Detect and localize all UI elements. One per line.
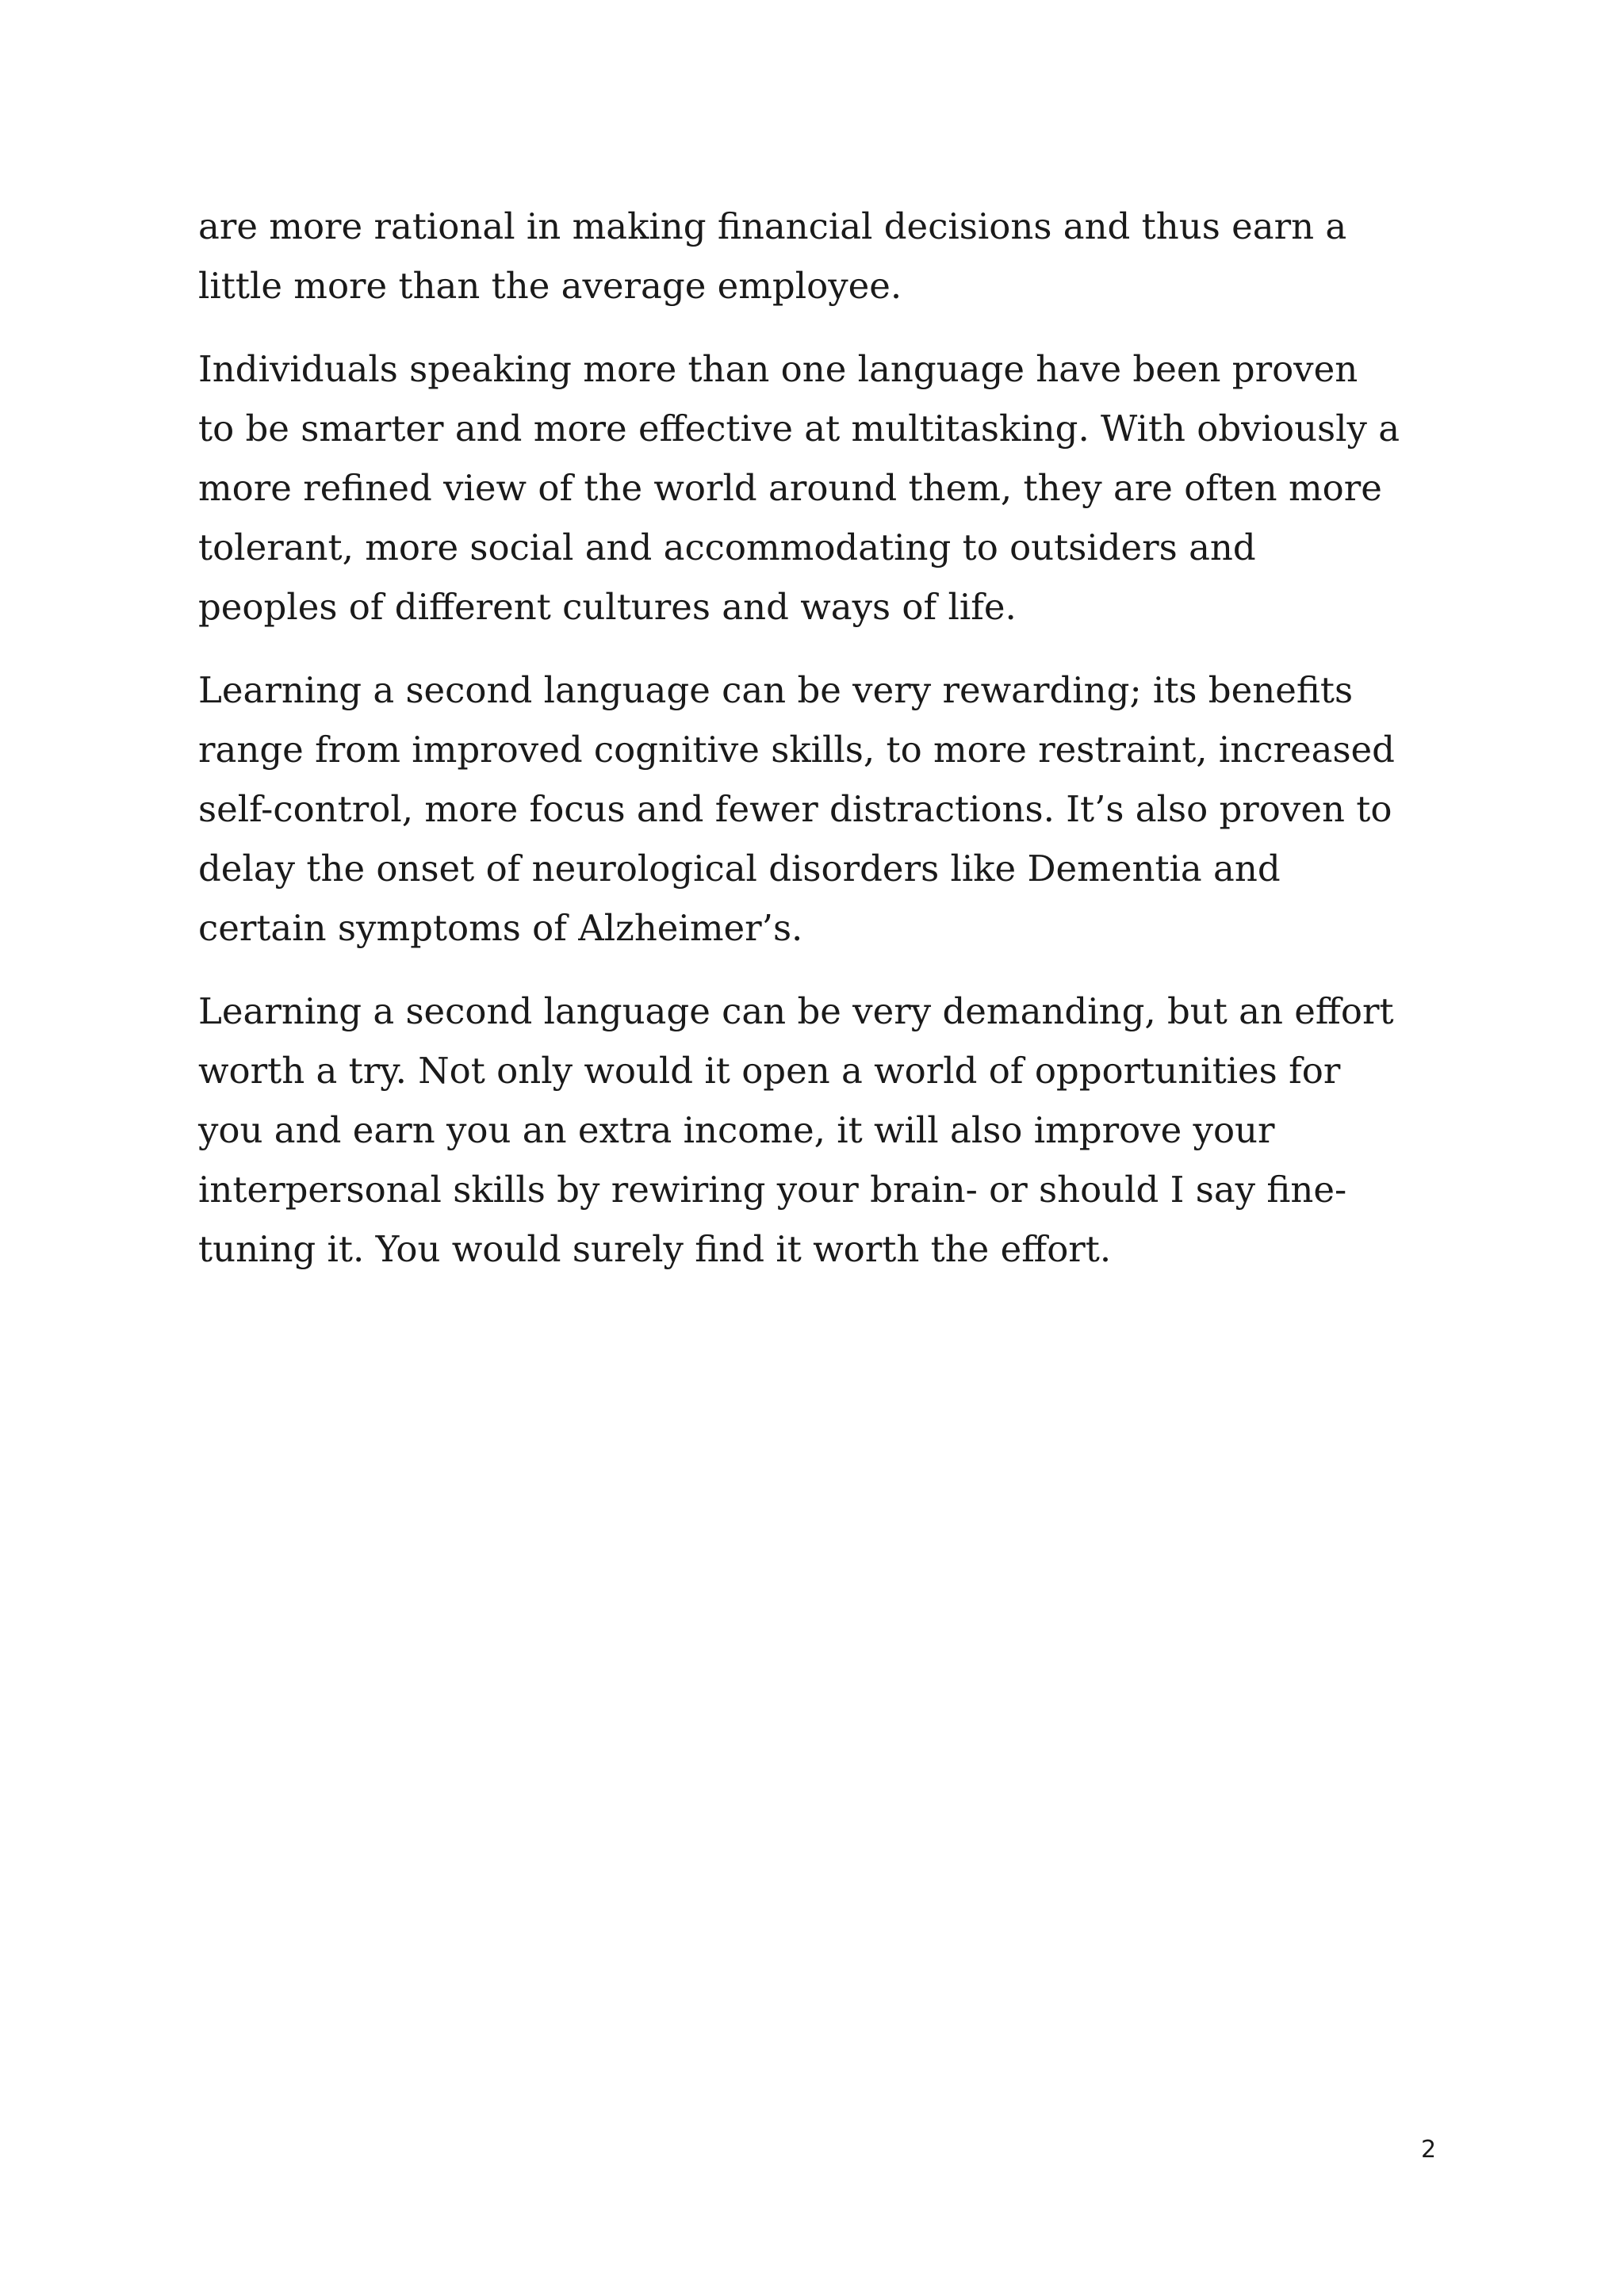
paragraph-4 bbox=[198, 982, 1435, 1279]
paragraph-line: Learning a second language can be very demanding, but an effort bbox=[198, 990, 1394, 1032]
paragraph-line: certain symptoms of Alzheimer’s. bbox=[198, 907, 803, 949]
paragraph-line: are more rational in making financial decisions and thus earn a bbox=[198, 205, 1347, 247]
paragraph-line: delay the onset of neurological disorders like Dementia and bbox=[198, 848, 1281, 890]
paragraph-line: Individuals speaking more than one language have been proven bbox=[198, 348, 1358, 390]
paragraph-line: you and earn you an extra income, it will also improve your bbox=[198, 1109, 1275, 1151]
paragraph-line: tolerant, more social and accommodating to outsiders and bbox=[198, 526, 1256, 568]
paragraph-2 bbox=[198, 339, 1435, 637]
paragraph-line: peoples of different cultures and ways of life. bbox=[198, 586, 1017, 628]
page-number: 2 bbox=[1421, 2136, 1437, 2164]
paragraph-line: self-control, more focus and fewer distractions. It’s also proven to bbox=[198, 788, 1392, 830]
paragraph-line: little more than the average employee. bbox=[198, 265, 902, 307]
paragraph-line: tuning it. You would surely find it worth the effort. bbox=[198, 1228, 1112, 1270]
paragraph-3 bbox=[198, 660, 1435, 958]
paragraph-line: interpersonal skills by rewiring your brain- or should I say fine- bbox=[198, 1169, 1347, 1211]
paragraph-1 bbox=[198, 197, 1435, 316]
paragraph-line: range from improved cognitive skills, to more restraint, increased bbox=[198, 729, 1395, 771]
document-body bbox=[198, 197, 1435, 1303]
paragraph-line: Learning a second language can be very rewarding; its benefits bbox=[198, 669, 1354, 711]
paragraph-line: to be smarter and more effective at multitasking. With obviously a bbox=[198, 408, 1400, 450]
paragraph-line: worth a try. Not only would it open a world of opportunities for bbox=[198, 1050, 1341, 1092]
paragraph-line: more refined view of the world around them, they are often more bbox=[198, 467, 1382, 509]
